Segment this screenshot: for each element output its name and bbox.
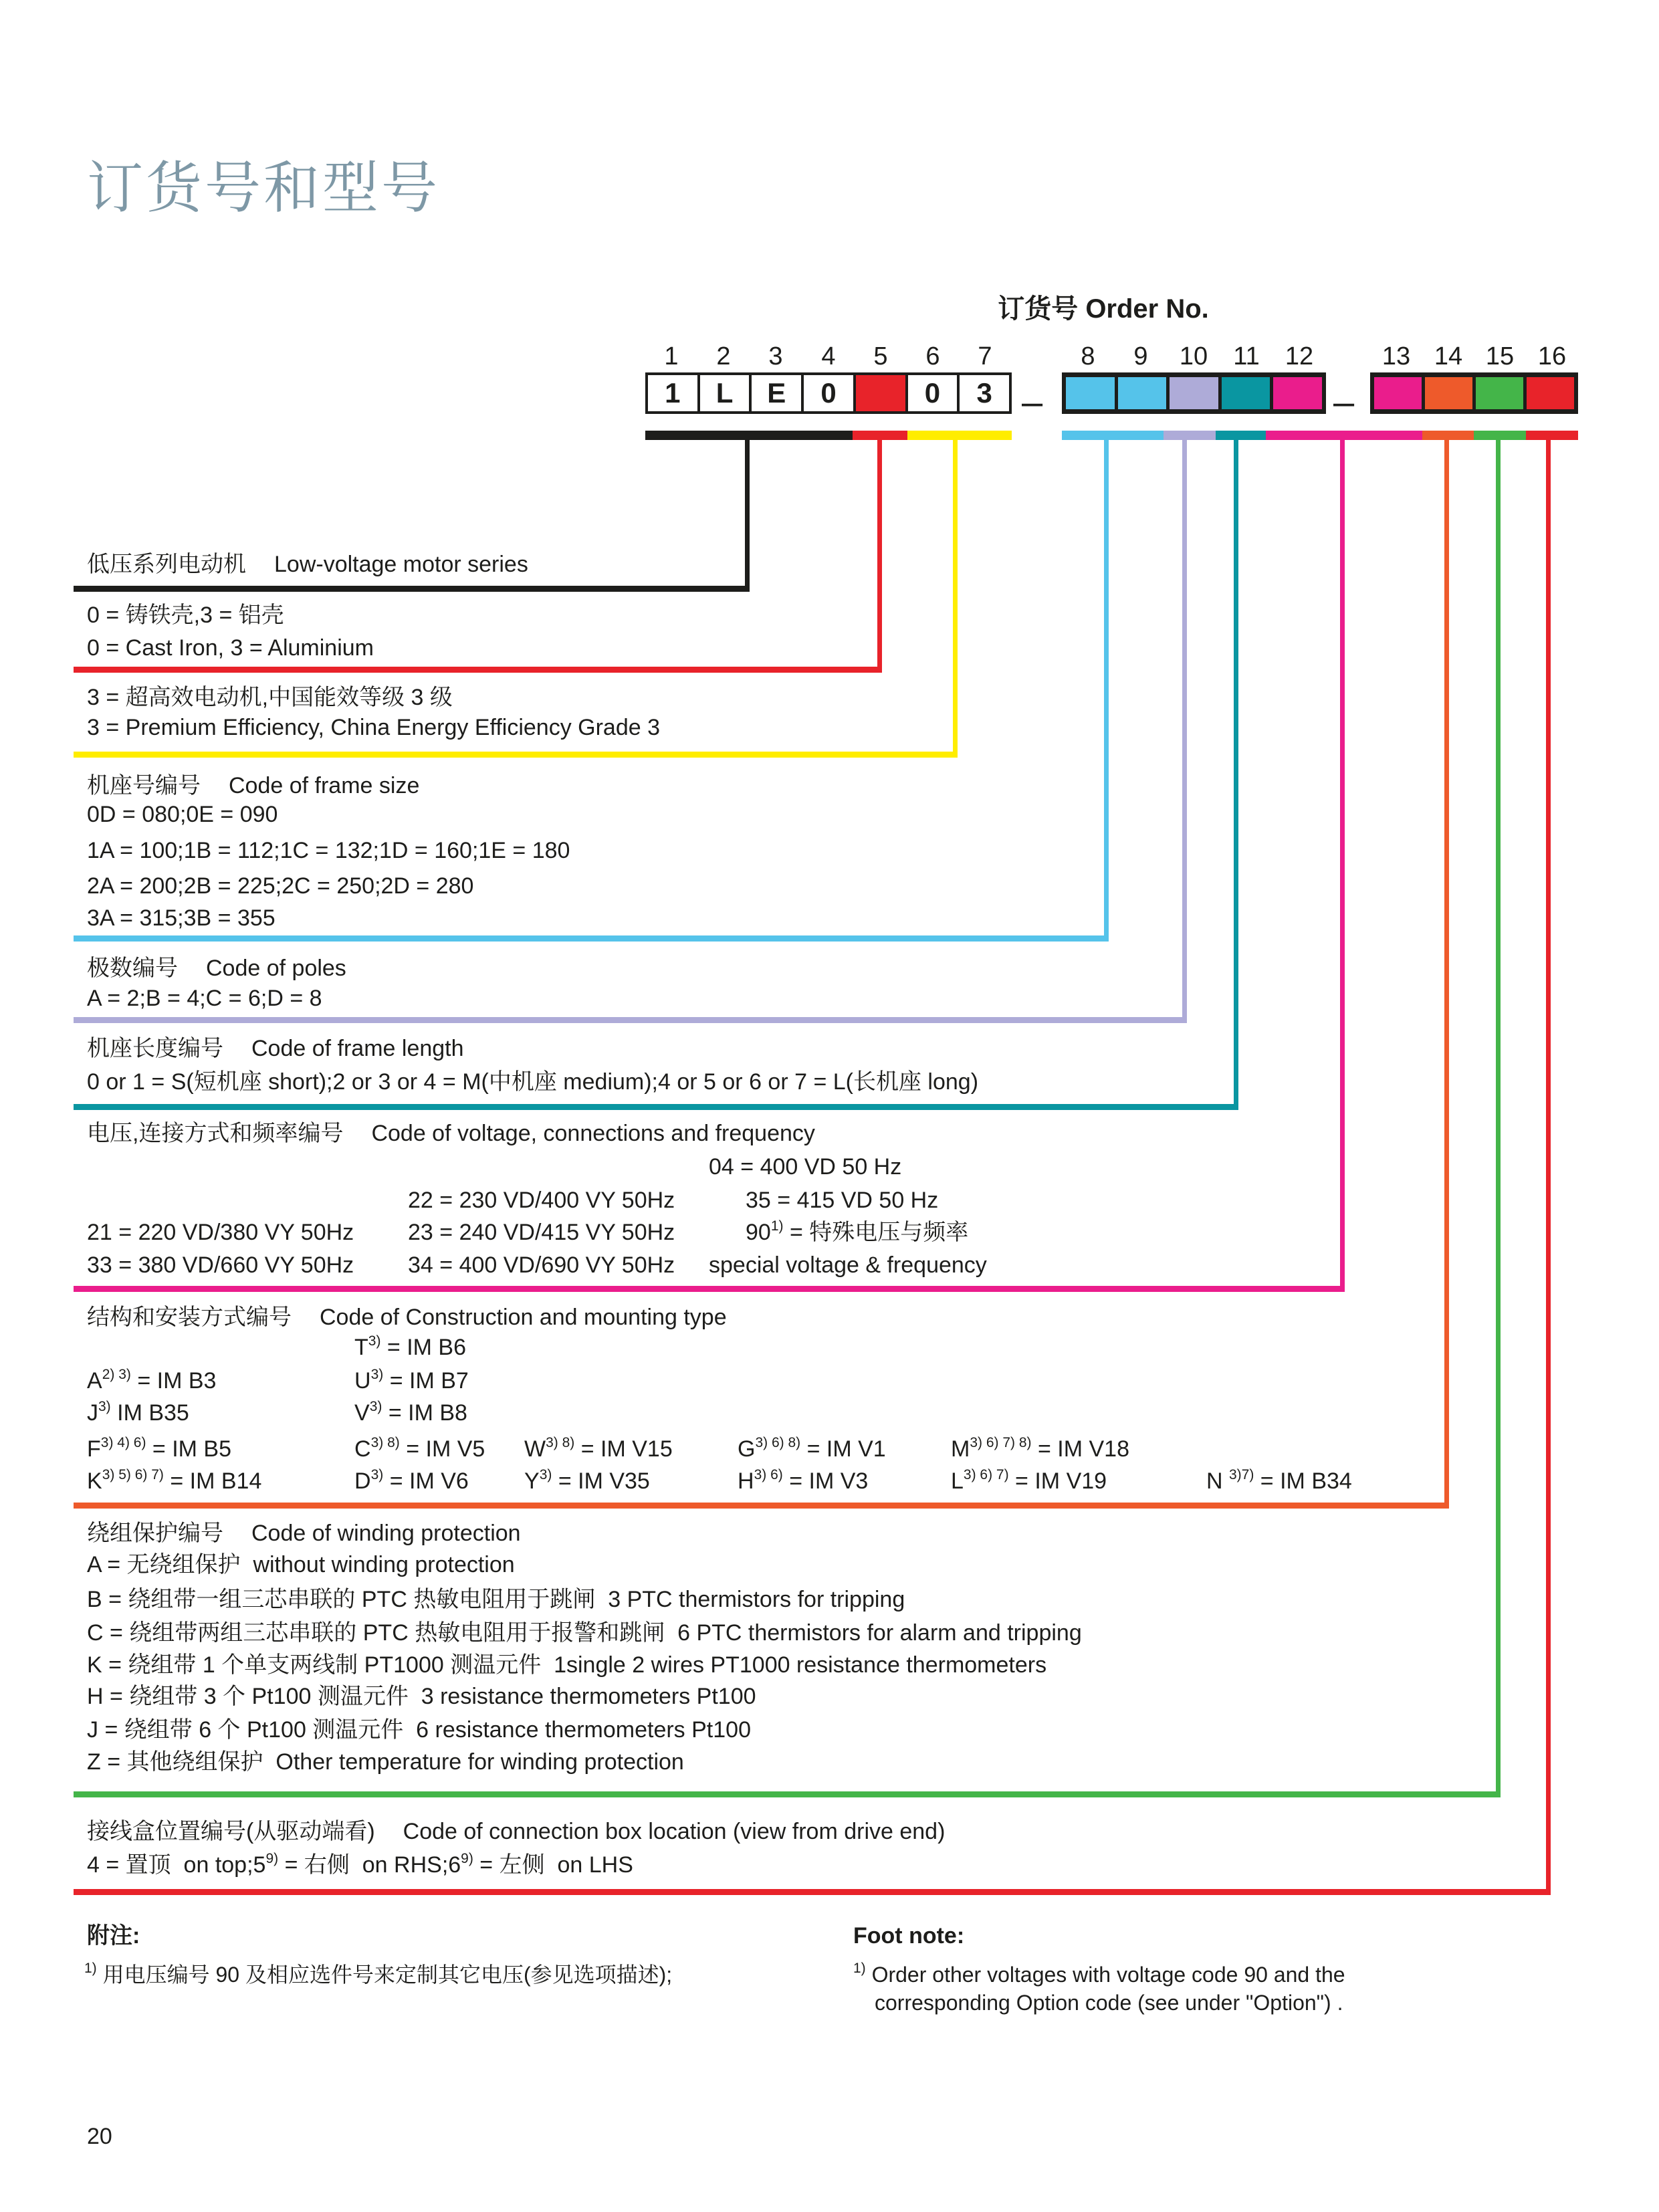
voltage-row: [87, 1250, 987, 1280]
underline-frame-size: [74, 935, 1109, 942]
section-series-zh: 低压系列电动机: [87, 552, 246, 577]
position-number: 2: [716, 342, 731, 370]
voltage-cell: $90^{1)}$ = 特殊电压与频率: [746, 1218, 969, 1245]
bar-frame-size: [1062, 431, 1164, 440]
voltage-cell: [87, 1186, 408, 1215]
code-box-1: 1: [648, 375, 697, 411]
winding-line: B = 绕组带一组三芯串联的 PTC 热敏电阻用于跳闸 3 PTC thermistors for tripping: [87, 1587, 905, 1612]
position-number: 6: [925, 342, 940, 370]
line-mounting: [1444, 435, 1449, 1509]
section-mounting-heading: [87, 1303, 727, 1332]
mounting-cell: $M^{3) 6) 7) 8)}$ = IM V18: [951, 1435, 1129, 1462]
bar-frame-length: [1216, 431, 1266, 440]
position-number: 9: [1133, 342, 1148, 370]
frame-length-line: 0 or 1 = S(短机座 short);2 or 3 or 4 = M(中机座 medium);4 or 5 or 6 or 7 = L(长机座 long): [87, 1069, 979, 1095]
underline-connection: [74, 1889, 1551, 1895]
bar-connection: [1526, 431, 1578, 440]
mounting-en: Code of Construction and mounting type: [320, 1305, 727, 1330]
underline-winding: [74, 1791, 1501, 1797]
voltage-cell: special voltage & frequency: [709, 1252, 987, 1278]
mounting-row: [87, 1466, 1352, 1499]
code-box-9: [1118, 377, 1167, 409]
footnote-label-en: Foot note:: [853, 1923, 965, 1949]
mounting-cell: $F^{3) 4) 6)}$ = IM B5: [87, 1435, 232, 1462]
mounting-cell: $A^{2) 3)}$ = IM B3: [87, 1367, 217, 1394]
voltage-cell: 34 = 400 VD/690 VY 50Hz: [408, 1252, 675, 1278]
mounting-cell: $D^{3)}$ = IM V6: [354, 1467, 469, 1494]
position-number: 4: [821, 342, 836, 370]
voltage-cell: 21 = 220 VD/380 VY 50Hz: [87, 1220, 354, 1245]
line-frame-size: [1104, 435, 1109, 942]
code-box-3: E: [752, 375, 801, 411]
underline-mounting: [74, 1503, 1449, 1509]
frame-length-en: Code of frame length: [251, 1036, 464, 1061]
section-connection-heading: [87, 1817, 945, 1846]
code-box-12: [1273, 377, 1322, 409]
code-box-14: [1425, 377, 1472, 409]
winding-line: K = 绕组带 1 个单支两线制 PT1000 测温元件 1single 2 wires PT1000 resistance thermometers: [87, 1652, 1047, 1678]
footnote-label-zh: 附注:: [87, 1923, 140, 1949]
voltage-cell: 22 = 230 VD/400 VY 50Hz: [408, 1188, 675, 1213]
section-efficiency-zh: 3 = 超高效电动机,中国能效等级 3 级: [87, 685, 453, 710]
voltage-row: [87, 1218, 968, 1250]
frame-size-line: 0D = 080;0E = 090: [87, 802, 278, 827]
section-series: [87, 550, 528, 579]
section-series-en: Low-voltage motor series: [274, 552, 528, 577]
mounting-row: [87, 1434, 1206, 1467]
line-connection: [1546, 435, 1551, 1895]
voltage-en: Code of voltage, connections and frequency: [371, 1121, 815, 1146]
section-frame-length-heading: [87, 1034, 464, 1063]
line-frame-length: [1234, 435, 1238, 1110]
mounting-cell: $J^{3)}$ IM B35: [87, 1399, 189, 1426]
underline-housing: [74, 667, 882, 673]
section-voltage-heading: [87, 1119, 815, 1148]
winding-line: J = 绕组带 6 个 Pt100 测温元件 6 resistance thermometers Pt100: [87, 1717, 751, 1743]
page-title: 订货号和型号: [87, 156, 441, 219]
code-box-15: [1476, 377, 1523, 409]
mounting-cell: $C^{3) 8)}$ = IM V5: [354, 1435, 485, 1462]
mounting-cell: $V^{3)}$ = IM B8: [354, 1399, 467, 1426]
mounting-cell: $W^{3) 8)}$ = IM V15: [524, 1435, 673, 1462]
code-box-8: [1066, 377, 1115, 409]
footnote-zh: $^{1)}$ 用电压编号 90 及相应选件号来定制其它电压(参见选项描述);: [84, 1961, 673, 1987]
bar-efficiency: [907, 431, 1012, 440]
section-housing-zh: 0 = 铸铁壳,3 = 铝壳: [87, 602, 284, 628]
code-box-6: 0: [908, 375, 958, 411]
line-efficiency: [953, 435, 958, 758]
code-box-16: [1527, 377, 1574, 409]
line-housing: [877, 435, 882, 673]
frame-size-line: 1A = 100;1B = 112;1C = 132;1D = 160;1E = 180: [87, 838, 570, 863]
position-number: 7: [978, 342, 992, 370]
code-box-4: 0: [804, 375, 853, 411]
mounting-zh: 结构和安装方式编号: [87, 1305, 292, 1330]
code-box-13: [1374, 377, 1422, 409]
poles-en: Code of poles: [206, 956, 346, 981]
code-box-7: 3: [960, 375, 1009, 411]
underline-voltage: [74, 1286, 1345, 1292]
mounting-cell: $Y^{3)}$ = IM V35: [524, 1467, 650, 1494]
code-box-11: [1222, 377, 1270, 409]
voltage-cell: 04 = 400 VD 50 Hz: [709, 1154, 902, 1180]
voltage-cell: 23 = 240 VD/415 VY 50Hz: [408, 1220, 675, 1245]
position-number: 12: [1285, 342, 1314, 370]
mounting-cell: $L^{3) 6) 7)}$ = IM V19: [951, 1467, 1107, 1494]
position-number: 13: [1381, 342, 1411, 370]
connection-en: Code of connection box location (view from drive end): [403, 1819, 946, 1844]
underline-efficiency: [74, 752, 958, 758]
underline-poles: [74, 1017, 1187, 1023]
connection-zh: 接线盒位置编号(从驱动端看): [87, 1819, 375, 1844]
frame-size-en: Code of frame size: [229, 773, 420, 798]
mounting-row: [87, 1333, 524, 1365]
position-number: 16: [1537, 342, 1567, 370]
mounting-cell: $H^{3) 6)}$ = IM V3: [738, 1467, 869, 1494]
frame-size-line: 3A = 315;3B = 355: [87, 905, 275, 931]
line-poles: [1182, 435, 1187, 1023]
bar-poles: [1164, 431, 1216, 440]
position-number: 8: [1081, 342, 1095, 370]
voltage-row: [87, 1186, 938, 1215]
position-number: 10: [1179, 342, 1208, 370]
section-frame-size-heading: [87, 771, 419, 800]
mounting-cell: $K^{3) 5) 6) 7)}$ = IM B14: [87, 1467, 262, 1494]
order-code-group-2: [1062, 372, 1326, 414]
order-no-label: 订货号 Order No.: [998, 294, 1209, 324]
voltage-row: [87, 1152, 901, 1182]
mounting-cell: $G^{3) 6) 8)}$ = IM V1: [738, 1435, 886, 1462]
voltage-cell: [408, 1152, 709, 1182]
poles-line: A = 2;B = 4;C = 6;D = 8: [87, 986, 322, 1011]
connection-line: 4 = 置顶 on $top;5^{9)}$ = 右侧 on $RHS;6^{9)}$ = 左侧 on LHS: [87, 1851, 633, 1878]
section-winding-heading: [87, 1519, 521, 1548]
underline-frame-length: [74, 1104, 1238, 1110]
mounting-cell: $U^{3)}$ = IM B7: [354, 1367, 469, 1394]
code-box-10: [1170, 377, 1218, 409]
winding-line: Z = 其他绕组保护 Other temperature for winding protection: [87, 1749, 684, 1775]
mounting-cell: $T^{3)}$ = IM B6: [354, 1333, 467, 1360]
line-series: [745, 435, 750, 592]
voltage-cell: 35 = 415 VD 50 Hz: [746, 1188, 939, 1213]
position-number: 3: [768, 342, 783, 370]
section-housing-en: 0 = Cast Iron, 3 = Aluminium: [87, 635, 374, 661]
section-poles-heading: [87, 954, 346, 983]
voltage-cell: [87, 1152, 408, 1182]
underline-series: [74, 586, 750, 592]
poles-zh: 极数编号: [87, 956, 178, 981]
winding-en: Code of winding protection: [251, 1521, 521, 1546]
frame-size-zh: 机座号编号: [87, 773, 201, 798]
section-efficiency-en: 3 = Premium Efficiency, China Energy Efficiency Grade 3: [87, 715, 661, 740]
frame-length-zh: 机座长度编号: [87, 1036, 223, 1061]
winding-zh: 绕组保护编号: [87, 1521, 223, 1546]
code-box-5: [856, 375, 905, 411]
position-number: 14: [1434, 342, 1463, 370]
mounting-cell: [87, 1333, 354, 1365]
order-code-group-3: [1370, 372, 1578, 414]
mounting-row: [87, 1398, 524, 1431]
position-number: 11: [1233, 342, 1260, 370]
voltage-zh: 电压,连接方式和频率编号: [87, 1121, 344, 1146]
mounting-cell: N $^{3)7)}$ = IM B34: [1206, 1467, 1352, 1494]
winding-line: A = 无绕组保护 without winding protection: [87, 1552, 515, 1577]
position-number: 5: [873, 342, 888, 370]
winding-line: C = 绕组带两组三芯串联的 PTC 热敏电阻用于报警和跳闸 6 PTC thermistors for alarm and tripping: [87, 1620, 1082, 1646]
page-number: 20: [87, 2124, 112, 2149]
footnote-en-line1: $^{1)}$ Order other voltages with voltage code 90 and the: [853, 1961, 1345, 1987]
frame-size-line: 2A = 200;2B = 225;2C = 250;2D = 280: [87, 873, 474, 899]
code-box-2: L: [700, 375, 750, 411]
order-code-separator: –: [1022, 380, 1043, 423]
position-number: 15: [1485, 342, 1515, 370]
position-number: 1: [664, 342, 679, 370]
winding-line: H = 绕组带 3 个 Pt100 测温元件 3 resistance thermometers Pt100: [87, 1684, 756, 1709]
voltage-cell: 33 = 380 VD/660 VY 50Hz: [87, 1252, 354, 1278]
line-voltage: [1340, 435, 1345, 1292]
order-code-group-1: [645, 372, 1012, 414]
footnote-en-line2: corresponding Option code (see under "Option") .: [875, 1991, 1343, 2015]
mounting-row: [87, 1366, 524, 1399]
order-code-separator: –: [1333, 380, 1355, 423]
line-winding: [1496, 435, 1501, 1797]
